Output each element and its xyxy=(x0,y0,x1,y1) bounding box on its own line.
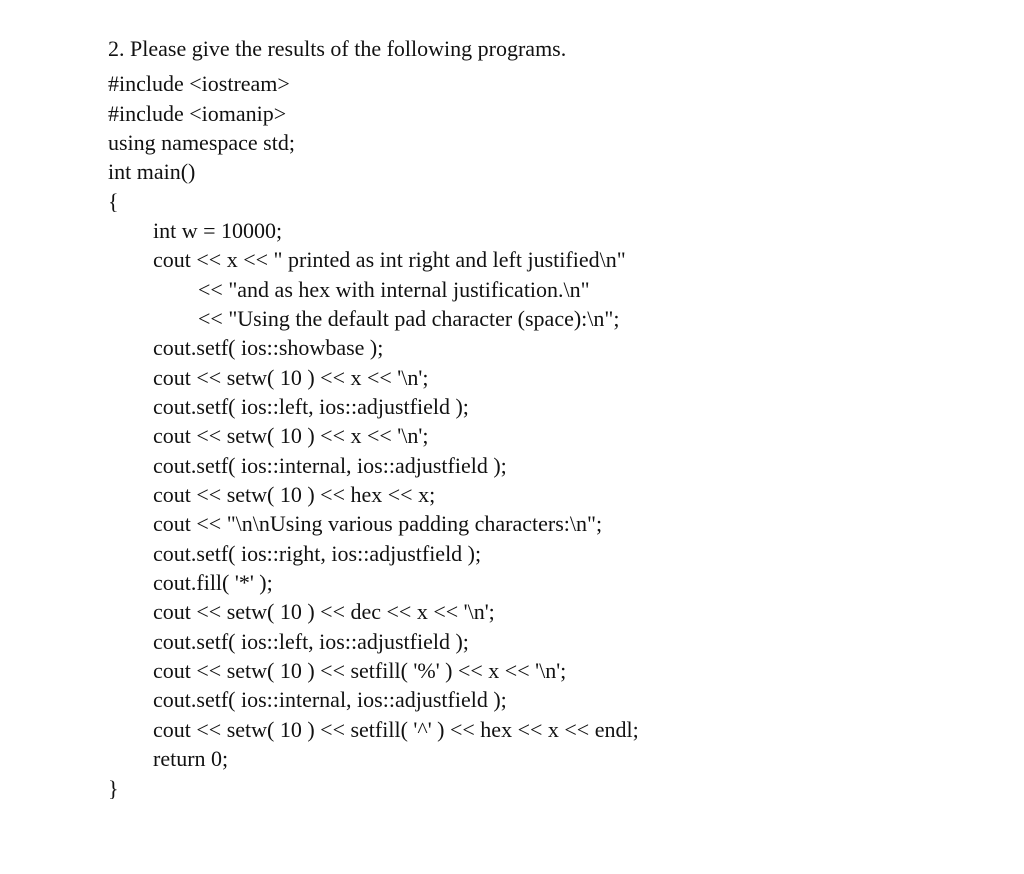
code-line: cout.setf( ios::internal, ios::adjustfield ); xyxy=(153,687,507,712)
code-line: { xyxy=(108,189,119,214)
code-line: #include <iomanip> xyxy=(108,101,287,126)
code-line: #include <iostream> xyxy=(108,71,290,96)
code-line: cout << setw( 10 ) << x << '\n'; xyxy=(153,423,429,448)
code-line: cout << setw( 10 ) << x << '\n'; xyxy=(153,365,429,390)
code-line: cout.setf( ios::internal, ios::adjustfield ); xyxy=(153,453,507,478)
code-line: int w = 10000; xyxy=(153,218,283,243)
code-line: cout.setf( ios::right, ios::adjustfield ); xyxy=(153,541,482,566)
code-line: return 0; xyxy=(153,746,229,771)
code-line: cout.setf( ios::showbase ); xyxy=(153,335,384,360)
code-line: cout.setf( ios::left, ios::adjustfield ); xyxy=(153,394,469,419)
code-line: int main() xyxy=(108,159,196,184)
code-line: } xyxy=(108,776,119,801)
code-line: << "and as hex with internal justification.\n" xyxy=(198,277,590,302)
question-heading: 2. Please give the results of the following programs. xyxy=(108,36,567,61)
code-line: cout.setf( ios::left, ios::adjustfield ); xyxy=(153,629,469,654)
code-line: cout << setw( 10 ) << setfill( '^' ) << hex << x << endl; xyxy=(153,717,639,742)
code-line: cout << "\n\nUsing various padding characters:\n"; xyxy=(153,511,603,536)
code-line: cout.fill( '*' ); xyxy=(153,570,273,595)
code-line: cout << setw( 10 ) << dec << x << '\n'; xyxy=(153,599,495,624)
code-line: using namespace std; xyxy=(108,130,295,155)
code-line: cout << x << " printed as int right and left justified\n" xyxy=(153,247,626,272)
code-line: cout << setw( 10 ) << setfill( '%' ) << x << '\n'; xyxy=(153,658,567,683)
code-line: cout << setw( 10 ) << hex << x; xyxy=(153,482,436,507)
code-line: << "Using the default pad character (space):\n"; xyxy=(198,306,620,331)
